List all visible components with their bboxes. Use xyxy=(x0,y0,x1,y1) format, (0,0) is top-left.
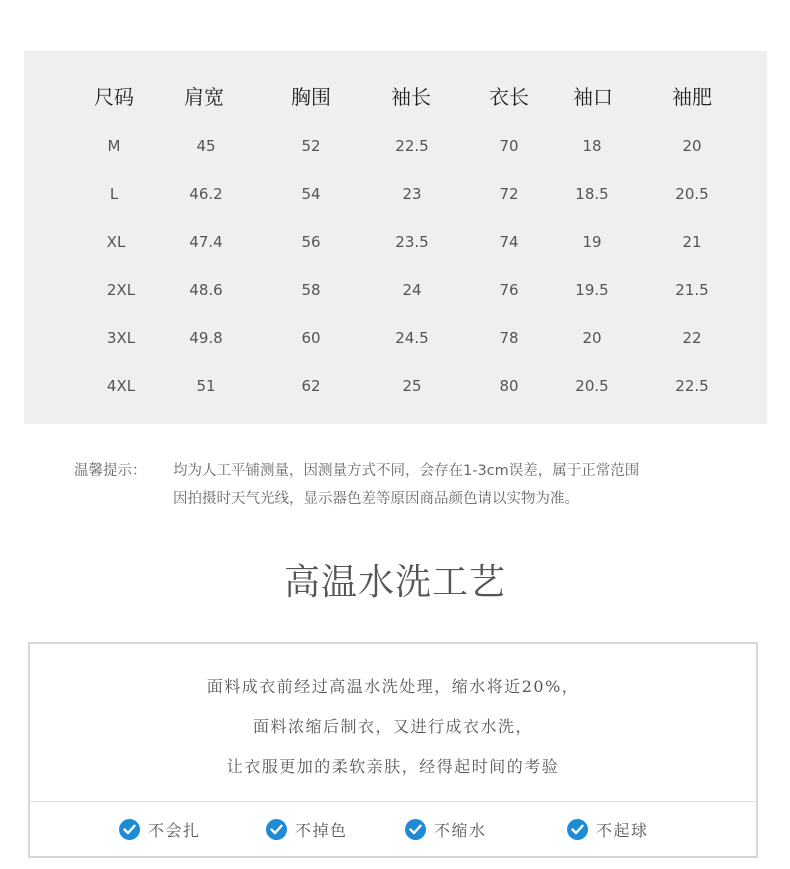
table-cell: 19 xyxy=(582,233,602,251)
process-line: 面料成衣前经过高温水洗处理，缩水将近20%， xyxy=(206,677,580,696)
check-circle-icon xyxy=(119,819,140,840)
check-circle-icon xyxy=(567,819,588,840)
table-cell: 21.5 xyxy=(675,281,709,299)
table-cell: 24 xyxy=(402,281,422,299)
table-cell: 46.2 xyxy=(189,185,223,203)
table-cell: 21 xyxy=(682,233,702,251)
note-line: 因拍摄时天气光线，显示器色差等原因商品颜色请以实物为准。 xyxy=(173,491,579,507)
table-cell: 70 xyxy=(499,137,519,155)
table-header: 袖肥 xyxy=(672,85,712,109)
table-cell: 58 xyxy=(301,281,321,299)
table-header: 袖口 xyxy=(573,85,613,109)
table-cell: 72 xyxy=(499,185,519,203)
table-cell: 4XL xyxy=(106,377,136,395)
feature-label: 不掉色 xyxy=(295,820,348,840)
feature-item xyxy=(567,817,649,841)
feature-label: 不会扎 xyxy=(148,820,201,840)
feature-label: 不起球 xyxy=(596,820,649,840)
check-circle-icon xyxy=(266,819,287,840)
table-cell: 45 xyxy=(196,137,216,155)
table-header: 胸围 xyxy=(291,85,331,109)
table-header: 袖长 xyxy=(391,85,431,109)
table-header: 肩宽 xyxy=(184,85,224,109)
table-cell: L xyxy=(109,185,119,203)
table-cell: 52 xyxy=(301,137,321,155)
table-cell: 56 xyxy=(301,233,321,251)
note-line: 均为人工平铺测量，因测量方式不同，会存在1-3cm误差，属于正常范围 xyxy=(173,463,640,479)
table-cell: 62 xyxy=(301,377,321,395)
table-header: 衣长 xyxy=(489,85,529,109)
table-cell: 47.4 xyxy=(189,233,223,251)
table-cell: 3XL xyxy=(106,329,136,347)
table-cell: 80 xyxy=(499,377,519,395)
divider xyxy=(30,801,756,802)
table-cell: 22 xyxy=(682,329,702,347)
table-cell: 49.8 xyxy=(189,329,223,347)
table-cell: 20.5 xyxy=(675,185,709,203)
table-cell: 51 xyxy=(196,377,216,395)
table-cell: M xyxy=(107,137,121,155)
feature-label: 不缩水 xyxy=(434,820,487,840)
note-label: 温馨提示： xyxy=(74,463,147,479)
section-title: 高温水洗工艺 xyxy=(283,562,506,603)
table-cell: 2XL xyxy=(106,281,136,299)
check-circle-icon xyxy=(405,819,426,840)
size-chart-panel xyxy=(24,51,767,424)
table-cell: 76 xyxy=(499,281,519,299)
table-cell: 20 xyxy=(682,137,702,155)
table-cell: 54 xyxy=(301,185,321,203)
table-cell: 74 xyxy=(499,233,519,251)
process-line: 面料浓缩后制衣，又进行成衣水洗， xyxy=(252,717,533,736)
table-cell: XL xyxy=(106,233,126,251)
table-cell: 23.5 xyxy=(395,233,429,251)
feature-item xyxy=(266,817,348,841)
table-cell: 22.5 xyxy=(675,377,709,395)
table-cell: 22.5 xyxy=(395,137,429,155)
table-cell: 18 xyxy=(582,137,602,155)
table-cell: 20.5 xyxy=(575,377,609,395)
table-cell: 23 xyxy=(402,185,422,203)
table-cell: 25 xyxy=(402,377,422,395)
feature-item xyxy=(119,817,201,841)
process-line: 让衣服更加的柔软亲肤，经得起时间的考验 xyxy=(226,757,560,776)
table-cell: 19.5 xyxy=(575,281,609,299)
process-description-box xyxy=(28,642,758,858)
table-header: 尺码 xyxy=(94,85,134,109)
feature-item xyxy=(405,817,487,841)
table-cell: 78 xyxy=(499,329,519,347)
table-cell: 24.5 xyxy=(395,329,429,347)
table-cell: 60 xyxy=(301,329,321,347)
table-cell: 20 xyxy=(582,329,602,347)
table-cell: 48.6 xyxy=(189,281,223,299)
table-cell: 18.5 xyxy=(575,185,609,203)
size-table xyxy=(24,51,767,424)
